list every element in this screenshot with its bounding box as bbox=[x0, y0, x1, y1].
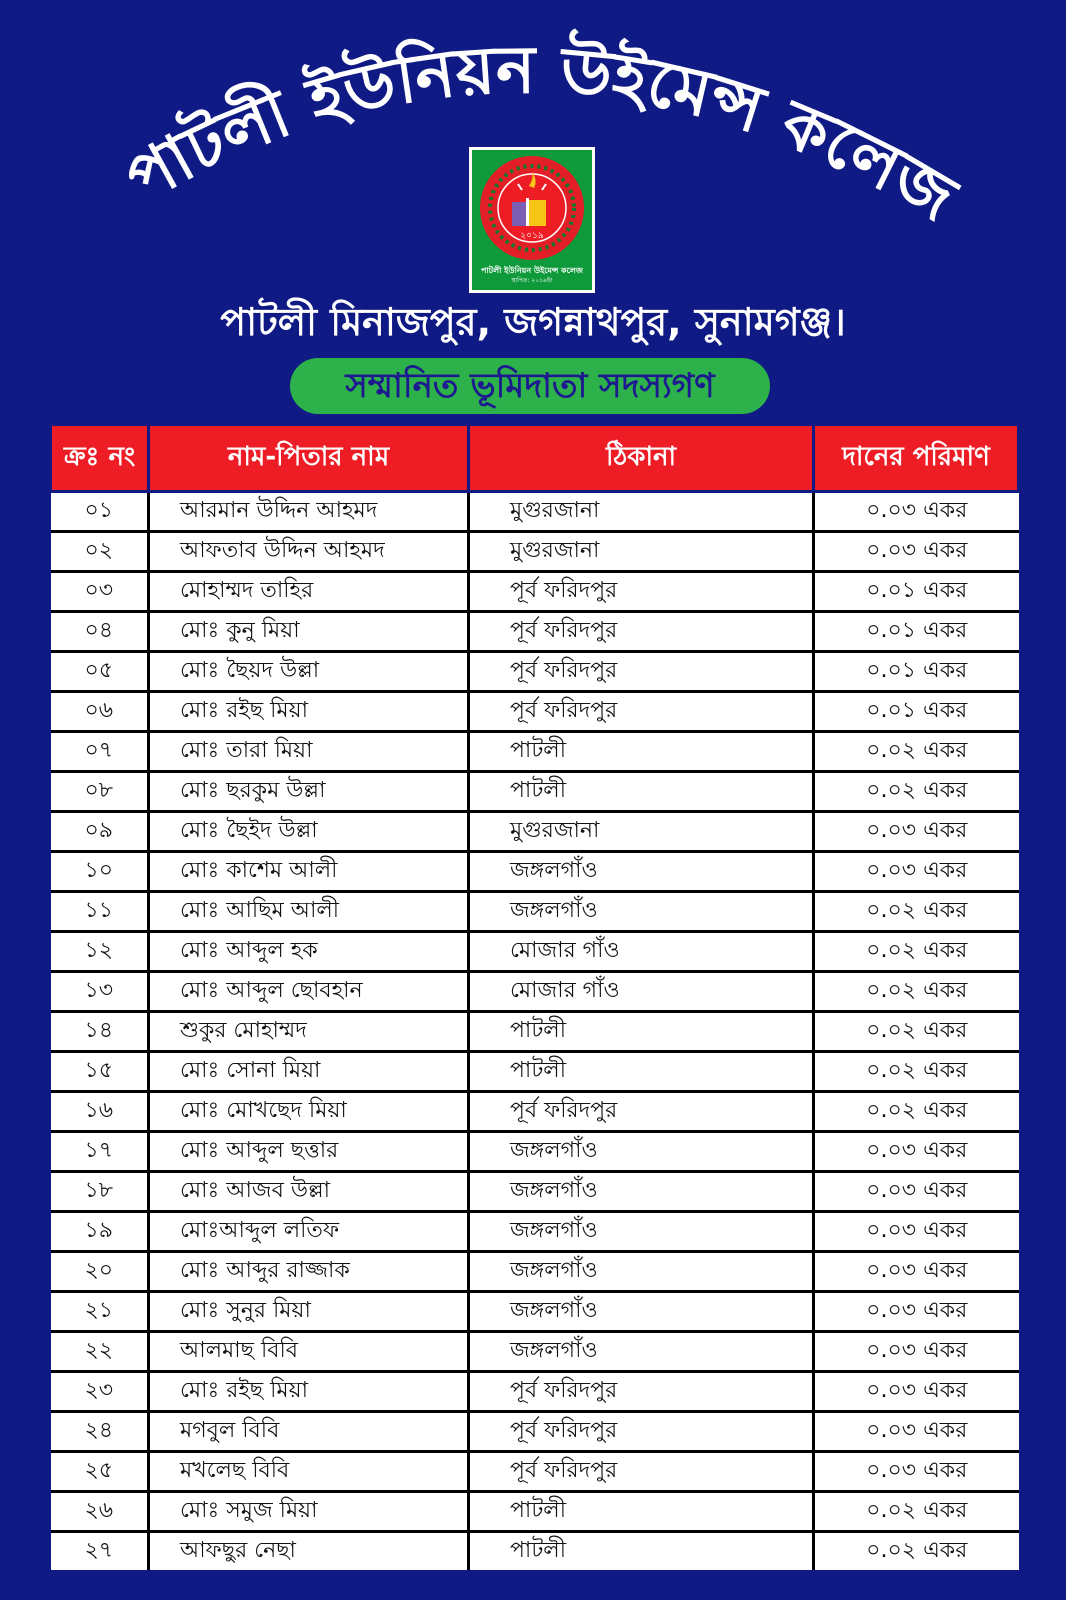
donors-table-wrap bbox=[49, 423, 1017, 1570]
row-serial: ০৫ bbox=[51, 652, 149, 692]
table-row bbox=[51, 492, 1019, 532]
table-row bbox=[51, 1372, 1019, 1412]
logo-caption: পাটলী ইউনিয়ন উইমেন্স কলেজ bbox=[481, 266, 583, 275]
row-amount: ০.০১ একর bbox=[814, 692, 1019, 732]
row-serial: ০৯ bbox=[51, 812, 149, 852]
row-amount: ০.০৩ একর bbox=[814, 1252, 1019, 1292]
row-address: মোজার গাঁও bbox=[469, 932, 814, 972]
row-name: আলমাছ বিবি bbox=[149, 1332, 469, 1372]
table-row bbox=[51, 1212, 1019, 1252]
row-serial: ০২ bbox=[51, 532, 149, 572]
row-name: মোঃ কুনু মিয়া bbox=[149, 612, 469, 652]
row-name: মগবুল বিবি bbox=[149, 1412, 469, 1452]
row-name: মোঃ ছৈইদ উল্লা bbox=[149, 812, 469, 852]
row-address: জঙ্গলগাঁও bbox=[469, 892, 814, 932]
table-row bbox=[51, 1172, 1019, 1212]
row-address: পূর্ব ফরিদপুর bbox=[469, 612, 814, 652]
table-row bbox=[51, 612, 1019, 652]
row-address: পাটলী bbox=[469, 772, 814, 812]
table-row bbox=[51, 1132, 1019, 1172]
row-amount: ০.০৩ একর bbox=[814, 1412, 1019, 1452]
row-amount: ০.০২ একর bbox=[814, 1012, 1019, 1052]
logo-year: ২০১৯ bbox=[520, 231, 544, 241]
row-amount: ০.০১ একর bbox=[814, 612, 1019, 652]
row-amount: ০.০২ একর bbox=[814, 932, 1019, 972]
row-amount: ০.০২ একর bbox=[814, 972, 1019, 1012]
header-amount: দানের পরিমাণ bbox=[814, 425, 1019, 492]
row-name: মোঃ আব্দুর রাজ্জাক bbox=[149, 1252, 469, 1292]
row-name: মোঃ ছরকুম উল্লা bbox=[149, 772, 469, 812]
row-address: পাটলী bbox=[469, 1532, 814, 1571]
table-row bbox=[51, 892, 1019, 932]
row-serial: ১৬ bbox=[51, 1092, 149, 1132]
row-amount: ০.০২ একর bbox=[814, 732, 1019, 772]
row-address: জঙ্গলগাঁও bbox=[469, 1292, 814, 1332]
row-address: জঙ্গলগাঁও bbox=[469, 1332, 814, 1372]
table-row bbox=[51, 772, 1019, 812]
row-name: মোঃ আব্দুল হক bbox=[149, 932, 469, 972]
row-amount: ০.০৩ একর bbox=[814, 812, 1019, 852]
row-serial: ১৪ bbox=[51, 1012, 149, 1052]
row-serial: ০৮ bbox=[51, 772, 149, 812]
row-name: আফছুর নেছা bbox=[149, 1532, 469, 1571]
table-row bbox=[51, 692, 1019, 732]
table-body bbox=[51, 492, 1019, 1571]
row-address: জঙ্গলগাঁও bbox=[469, 1132, 814, 1172]
row-address: পূর্ব ফরিদপুর bbox=[469, 572, 814, 612]
row-serial: ২২ bbox=[51, 1332, 149, 1372]
row-serial: ২৩ bbox=[51, 1372, 149, 1412]
row-serial: ২০ bbox=[51, 1252, 149, 1292]
row-address: পূর্ব ফরিদপুর bbox=[469, 1412, 814, 1452]
row-name: মোঃ আব্দুল ছোবহান bbox=[149, 972, 469, 1012]
row-amount: ০.০২ একর bbox=[814, 772, 1019, 812]
row-name: মোঃ কাশেম আলী bbox=[149, 852, 469, 892]
row-address: জঙ্গলগাঁও bbox=[469, 852, 814, 892]
row-amount: ০.০৩ একর bbox=[814, 1372, 1019, 1412]
row-address: জঙ্গলগাঁও bbox=[469, 1212, 814, 1252]
donors-table bbox=[49, 423, 1020, 1570]
row-name: মোঃ রইছ মিয়া bbox=[149, 1372, 469, 1412]
row-address: পূর্ব ফরিদপুর bbox=[469, 1372, 814, 1412]
row-amount: ০.০২ একর bbox=[814, 1492, 1019, 1532]
table-row bbox=[51, 812, 1019, 852]
table-row bbox=[51, 1332, 1019, 1372]
row-name: মোঃ সুনুর মিয়া bbox=[149, 1292, 469, 1332]
row-amount: ০.০২ একর bbox=[814, 1092, 1019, 1132]
table-row bbox=[51, 1532, 1019, 1571]
table-row bbox=[51, 732, 1019, 772]
row-serial: ১৭ bbox=[51, 1132, 149, 1172]
logo-caption-block bbox=[474, 266, 590, 286]
row-address: পাটলী bbox=[469, 1492, 814, 1532]
row-name: মখলেছ বিবি bbox=[149, 1452, 469, 1492]
row-name: মোঃ সমুজ মিয়া bbox=[149, 1492, 469, 1532]
row-amount: ০.০১ একর bbox=[814, 572, 1019, 612]
donors-subtitle: সম্মানিত ভূমিদাতা সদস্যগণ bbox=[290, 358, 770, 414]
row-address: পূর্ব ফরিদপুর bbox=[469, 652, 814, 692]
row-serial: ০৪ bbox=[51, 612, 149, 652]
row-address: মুগুরজানা bbox=[469, 492, 814, 532]
row-address: মোজার গাঁও bbox=[469, 972, 814, 1012]
row-address: পাটলী bbox=[469, 732, 814, 772]
row-name: মোঃ মোখছেদ মিয়া bbox=[149, 1092, 469, 1132]
row-serial: ২৬ bbox=[51, 1492, 149, 1532]
logo-established: স্থাপিত: ২০১৯ইং bbox=[511, 277, 553, 284]
header-serial: ক্রঃ নং bbox=[51, 425, 149, 492]
row-name: মোঃআব্দুল লতিফ bbox=[149, 1212, 469, 1252]
row-serial: ০৬ bbox=[51, 692, 149, 732]
college-logo bbox=[469, 147, 595, 293]
row-name: মোঃ ছৈয়দ উল্লা bbox=[149, 652, 469, 692]
row-amount: ০.০৩ একর bbox=[814, 1212, 1019, 1252]
row-amount: ০.০৩ একর bbox=[814, 852, 1019, 892]
row-amount: ০.০৩ একর bbox=[814, 1292, 1019, 1332]
row-serial: ২৭ bbox=[51, 1532, 149, 1571]
row-address: জঙ্গলগাঁও bbox=[469, 1252, 814, 1292]
table-row bbox=[51, 1012, 1019, 1052]
row-amount: ০.০২ একর bbox=[814, 1052, 1019, 1092]
table-row bbox=[51, 852, 1019, 892]
table-row bbox=[51, 1452, 1019, 1492]
row-name: মোঃ আব্দুল ছত্তার bbox=[149, 1132, 469, 1172]
table-row bbox=[51, 1412, 1019, 1452]
college-address: পাটলী মিনাজপুর, জগন্নাথপুর, সুনামগঞ্জ। bbox=[220, 300, 846, 344]
row-serial: ১৫ bbox=[51, 1052, 149, 1092]
row-amount: ০.০২ একর bbox=[814, 892, 1019, 932]
row-name: শুকুর মোহাম্মদ bbox=[149, 1012, 469, 1052]
row-name: মোঃ আছিম আলী bbox=[149, 892, 469, 932]
row-serial: ২৫ bbox=[51, 1452, 149, 1492]
row-name: মোহাম্মদ তাহির bbox=[149, 572, 469, 612]
row-serial: ২৪ bbox=[51, 1412, 149, 1452]
college-name: পাটলী ইউনিয়ন উইমেন্স কলেজ bbox=[113, 31, 969, 237]
table-row bbox=[51, 652, 1019, 692]
row-serial: ০১ bbox=[51, 492, 149, 532]
row-serial: ১৮ bbox=[51, 1172, 149, 1212]
row-name: মোঃ আজব উল্লা bbox=[149, 1172, 469, 1212]
header-address: ঠিকানা bbox=[469, 425, 814, 492]
table-row bbox=[51, 1252, 1019, 1292]
row-amount: ০.০৩ একর bbox=[814, 1332, 1019, 1372]
row-name: আরমান উদ্দিন আহমদ bbox=[149, 492, 469, 532]
row-amount: ০.০৩ একর bbox=[814, 1132, 1019, 1172]
row-serial: ২১ bbox=[51, 1292, 149, 1332]
row-serial: ১৯ bbox=[51, 1212, 149, 1252]
table-row bbox=[51, 1492, 1019, 1532]
row-serial: ১৩ bbox=[51, 972, 149, 1012]
table-row bbox=[51, 572, 1019, 612]
table-row bbox=[51, 1052, 1019, 1092]
table-header-row bbox=[51, 425, 1019, 492]
row-amount: ০.০৩ একর bbox=[814, 1452, 1019, 1492]
row-address: মুগুরজানা bbox=[469, 812, 814, 852]
row-address: পাটলী bbox=[469, 1012, 814, 1052]
row-name: মোঃ তারা মিয়া bbox=[149, 732, 469, 772]
row-name: মোঃ রইছ মিয়া bbox=[149, 692, 469, 732]
row-serial: ০৩ bbox=[51, 572, 149, 612]
table-row bbox=[51, 532, 1019, 572]
row-amount: ০.০৩ একর bbox=[814, 532, 1019, 572]
table-row bbox=[51, 972, 1019, 1012]
row-serial: ১২ bbox=[51, 932, 149, 972]
row-address: পূর্ব ফরিদপুর bbox=[469, 692, 814, 732]
row-amount: ০.০৩ একর bbox=[814, 1172, 1019, 1212]
row-serial: ১০ bbox=[51, 852, 149, 892]
row-amount: ০.০১ একর bbox=[814, 652, 1019, 692]
row-name: আফতাব উদ্দিন আহমদ bbox=[149, 532, 469, 572]
row-address: পূর্ব ফরিদপুর bbox=[469, 1452, 814, 1492]
row-address: পূর্ব ফরিদপুর bbox=[469, 1092, 814, 1132]
table-row bbox=[51, 1092, 1019, 1132]
row-name: মোঃ সোনা মিয়া bbox=[149, 1052, 469, 1092]
row-amount: ০.০২ একর bbox=[814, 1532, 1019, 1571]
row-serial: ০৭ bbox=[51, 732, 149, 772]
table-row bbox=[51, 1292, 1019, 1332]
row-serial: ১১ bbox=[51, 892, 149, 932]
row-address: জঙ্গলগাঁও bbox=[469, 1172, 814, 1212]
table-row bbox=[51, 932, 1019, 972]
header-name: নাম-পিতার নাম bbox=[149, 425, 469, 492]
row-amount: ০.০৩ একর bbox=[814, 492, 1019, 532]
row-address: পাটলী bbox=[469, 1052, 814, 1092]
row-address: মুগুরজানা bbox=[469, 532, 814, 572]
